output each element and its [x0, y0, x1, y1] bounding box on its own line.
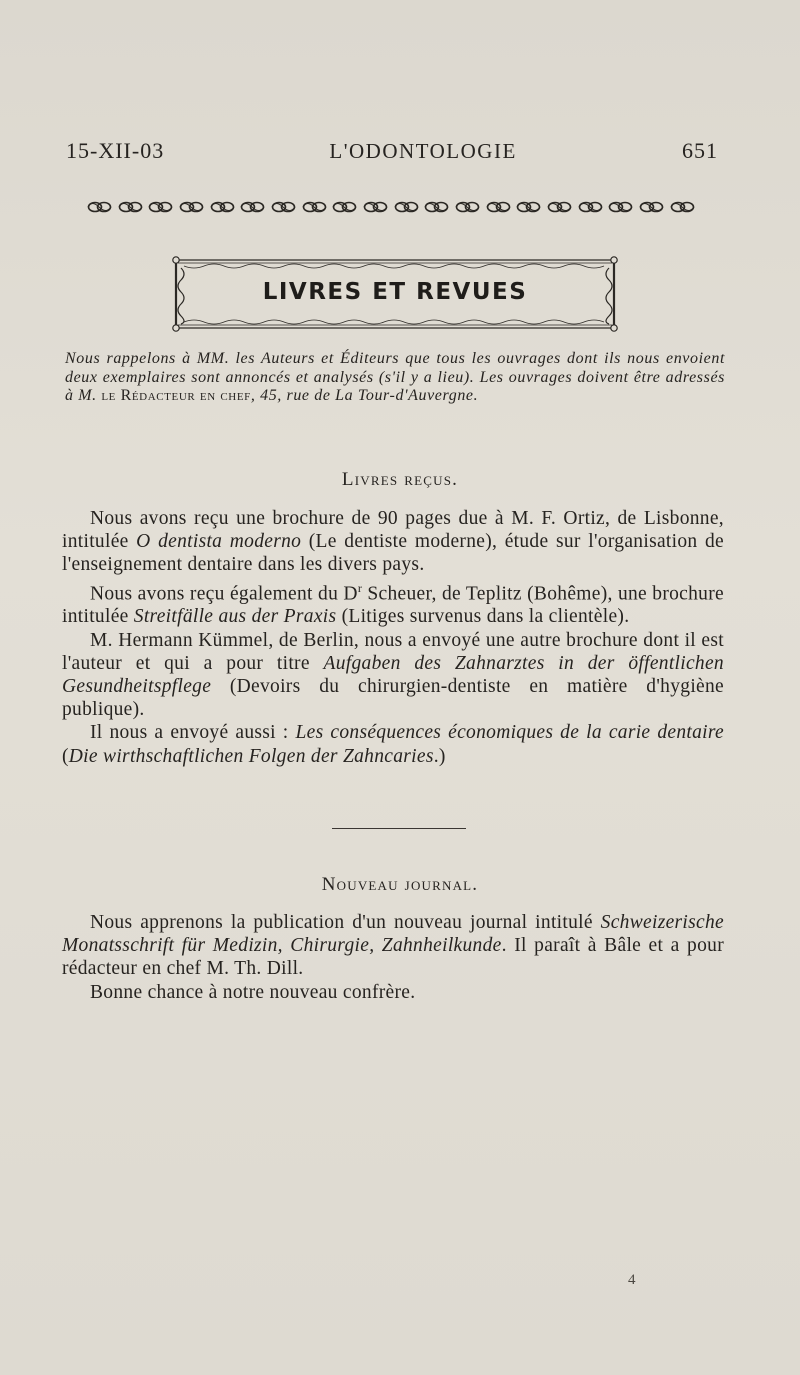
ornament-band	[86, 197, 696, 217]
footer-mark: 4	[628, 1272, 636, 1288]
text-run: Scheuer, de Teplitz (Bohême), une brochure intitulée	[62, 583, 724, 628]
text-run: (Le dentiste moderne), étude sur l'organisation de l'enseignement dentaire dans les divers pays.	[62, 531, 724, 576]
text-run: (	[62, 745, 69, 767]
paragraph-kummel	[62, 629, 724, 722]
header-page-number: 651	[681, 138, 718, 163]
heading-nouveau-journal: Nouveau journal.	[321, 874, 479, 895]
interlaced-knot-icon	[607, 199, 634, 215]
text-run: (Litiges survenus dans la clientèle).	[336, 606, 630, 628]
section-title: LIVRES ET REVUES	[262, 279, 528, 305]
paragraph-journal	[62, 911, 724, 981]
separator-rule	[332, 828, 466, 829]
text-run: Nous avons reçu une brochure de 90 pages due à M. F. Ortiz, de Lisbonne, intitulée	[62, 508, 724, 553]
interlaced-knot-icon	[485, 199, 512, 215]
interlaced-knot-icon	[209, 199, 236, 215]
running-head	[66, 138, 718, 164]
interlaced-knot-icon	[362, 199, 389, 215]
notice-text-2: , 45, rue de La Tour-d'Auvergne.	[250, 387, 479, 404]
interlaced-knot-icon	[423, 199, 450, 215]
interlaced-knot-icon	[577, 199, 604, 215]
section-title-box	[170, 252, 620, 336]
text-run: Il nous a envoyé aussi :	[90, 722, 296, 744]
interlaced-knot-icon	[270, 199, 297, 215]
interlaced-knot-icon	[454, 199, 481, 215]
heading-livres-recus: Livres reçus.	[341, 469, 459, 490]
paragraph-scheuer	[62, 577, 724, 629]
interlaced-knot-icon	[669, 199, 696, 215]
text-run: (Devoirs du chirurgien-dentiste en matière d'hygiène publique).	[62, 675, 724, 721]
interlaced-knot-icon	[301, 199, 328, 215]
nouveau-journal-body	[62, 911, 724, 1004]
interlaced-knot-icon	[331, 199, 358, 215]
text-run: Nous avons reçu également du D	[90, 583, 358, 605]
book-title: Les conséquences économiques de la carie dentaire	[295, 722, 724, 744]
book-title: Die wirthschaftlichen Folgen der Zahncaries	[68, 745, 434, 767]
interlaced-knot-icon	[515, 199, 542, 215]
header-date: 15-XII-03	[66, 138, 165, 163]
interlaced-knot-icon	[546, 199, 573, 215]
interlaced-knot-icon	[117, 199, 144, 215]
text-run: Nous apprenons la publication d'un nouveau journal intitulé	[90, 912, 601, 933]
notice-text-1: Nous rappelons à MM. les Auteurs et Éditeurs que tous les ouvrages dont ils nous envoient deux exemplaires sont annoncés et analysés (s'il y a lieu). Les ouvrages doivent être adressés à M.	[65, 350, 725, 404]
text-run: M. Hermann Kümmel, de Berlin, nous a envoyé une autre brochure dont il est l'auteur et qui a pour titre	[62, 629, 724, 674]
interlaced-knot-icon	[393, 199, 420, 215]
header-journal-title: L'ODONTOLOGIE	[329, 139, 517, 163]
journal-title: Schweizerische Monatsschrift für Medizin, Chirurgie, Zahnheilkunde	[62, 912, 724, 957]
superscript: r	[357, 580, 363, 595]
paragraph-ortiz	[62, 507, 724, 577]
interlaced-knot-icon	[86, 199, 113, 215]
book-title: O dentista moderno	[136, 531, 302, 553]
text-run: .)	[433, 745, 446, 767]
notice-recipient: le Rédacteur en chef	[101, 387, 251, 404]
paragraph-consequences	[62, 721, 724, 767]
paragraph-bonne-chance: Bonne chance à notre nouveau confrère.	[90, 981, 416, 1003]
interlaced-knot-icon	[147, 199, 174, 215]
book-title: Streitfälle aus der Praxis	[133, 606, 337, 628]
editorial-notice	[65, 350, 725, 406]
livres-recus-body	[62, 507, 724, 768]
interlaced-knot-icon	[638, 199, 665, 215]
interlaced-knot-icon	[178, 199, 205, 215]
interlaced-knot-icon	[239, 199, 266, 215]
text-run: . Il paraît à Bâle et a pour rédacteur en chef M. Th. Dill.	[62, 935, 724, 980]
book-title: Aufgaben des Zahnarztes in der öffentlichen Gesundheitspflege	[62, 652, 724, 697]
